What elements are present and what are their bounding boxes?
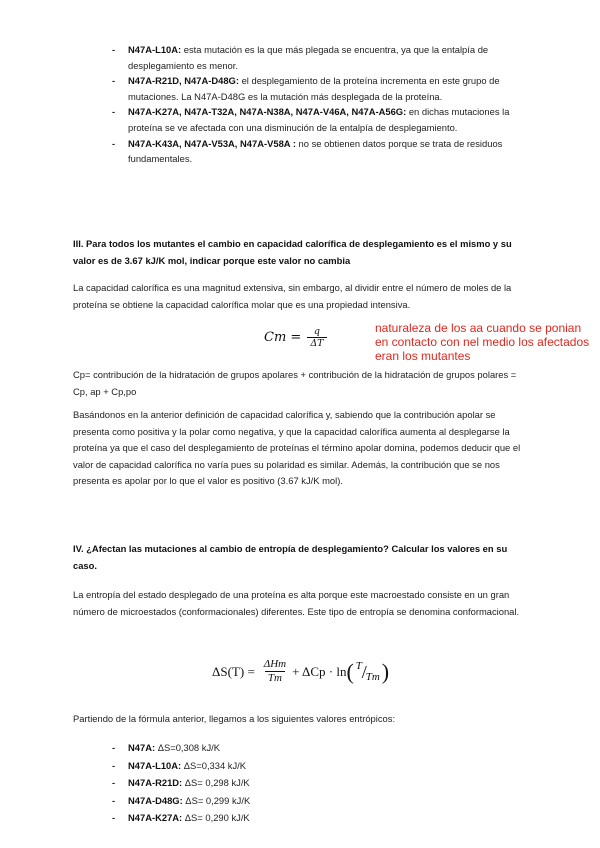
section-3-paragraph-2: Cp= contribución de la hidratación de grupos apolares + contribución de la hidratación de grupos polares = Cp, ap + Cp,po	[73, 369, 517, 397]
formula-fraction: $\frac{q}{\Delta T}$	[307, 326, 326, 349]
entropy-results-list	[128, 739, 428, 827]
section-4-paragraph-2: Partiendo de la fórmula anterior, llegamos a los siguientes valores entrópicos:	[73, 713, 396, 724]
list-item: - N47A-K27A, N47A-T32A, N47A-N38A, N47A-V46A, N47A-A56G: en dichas mutaciones la proteína se ve afectada con una disminución de la entalpía de desplegamiento.	[128, 104, 528, 135]
list-item: - N47A-L10A: ΔS=0,334 kJ/K	[128, 757, 428, 775]
list-item: - N47A: ΔS=0,308 kJ/K	[128, 739, 428, 757]
heat-capacity-formula	[264, 326, 327, 349]
formula-fraction: $\frac{\text{ΔHm}}{Tm}$	[263, 658, 287, 684]
section-3-heading: III. Para todos los mutantes el cambio en capacidad calorífica de desplegamiento es el mismo y su valor es de 3.67 kJ/K mol, indicar porque este valor no cambia	[73, 238, 512, 266]
formula-lhs: Cm =	[264, 330, 302, 345]
mutations-list	[128, 42, 528, 167]
list-item: - N47A-R21D: ΔS= 0,298 kJ/K	[128, 774, 428, 792]
list-item: - N47A-L10A: esta mutación es la que más plegada se encuentra, ya que la entalpía de desplegamiento es menor.	[128, 42, 528, 73]
entropy-formula: ΔS(T) = $\frac{\text{ΔHm}}{Tm}$ + ΔCp · ln ( T / Tm )	[212, 658, 390, 684]
list-item: - N47A-K43A, N47A-V53A, N47A-V58A : no se obtienen datos porque se trata de residuos fundamentales.	[128, 136, 528, 167]
list-item: - N47A-K27A: ΔS= 0,290 kJ/K	[128, 809, 428, 827]
list-item: - N47A-R21D, N47A-D48G: el desplegamiento de la proteína incrementa en este grupo de mutaciones. La N47A-D48G es la mutación más desplegada de la proteína.	[128, 73, 528, 104]
formula-slash-fraction: T / Tm	[355, 659, 380, 683]
handwritten-annotation: naturaleza de los aa cuando se ponian en contacto con nel medio los afectados eran los mutantes	[375, 321, 590, 363]
section-4-paragraph-1: La entropía del estado desplegado de una proteína es alta porque este macroestado consiste en un gran número de microestados (conformacionales) diferentes. Este tipo de entropía se denomina conformacional.	[73, 589, 520, 617]
section-3-paragraph-1: La capacidad calorífica es una magnitud extensiva, sin embargo, al dividir entre el número de moles de la proteína se obtiene la capacidad calorífica molar que es una propiedad intensiva.	[73, 282, 512, 310]
list-item: - N47A-D48G: ΔS= 0,299 kJ/K	[128, 792, 428, 810]
section-4-heading: IV. ¿Afectan las mutaciones al cambio de entropía de desplegamiento? Calcular los valores en su caso.	[73, 543, 508, 571]
section-3-paragraph-3: Basándonos en la anterior definición de capacidad calorífica y, sabiendo que la contribución apolar se presenta como positiva y la polar como negativa, y que la capacidad calorífica aumenta al desplegarse la proteína ya que el caso del desplegamiento de proteínas el término apolar domina, podemos deducir que el valor de capacidad calorífica no varía pues su polaridad es similar. Además, la contribución que se nos presenta es apolar por lo que el valor es positivo (3.67 kJ/K mol).	[73, 409, 521, 486]
